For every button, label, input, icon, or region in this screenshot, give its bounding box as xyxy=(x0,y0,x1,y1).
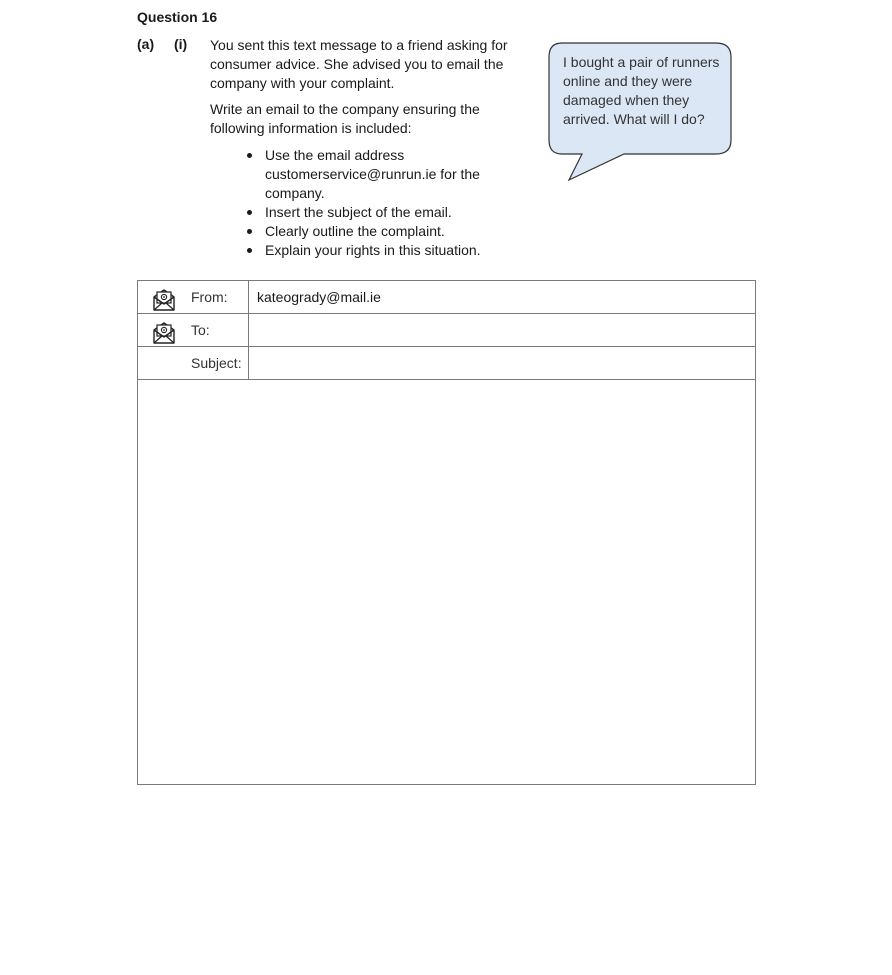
envelope-open-icon xyxy=(152,321,176,345)
to-label: To: xyxy=(191,322,210,338)
speech-bubble-text: I bought a pair of runners online and they were damaged when they arrived. What will I do? xyxy=(563,54,720,127)
from-row xyxy=(138,281,755,314)
subject-label: Subject: xyxy=(191,355,242,371)
email-form xyxy=(137,280,756,785)
list-item xyxy=(246,241,516,260)
to-field[interactable] xyxy=(249,314,755,346)
to-row xyxy=(138,314,755,347)
bullet-icon xyxy=(247,210,252,215)
list-item-text: Explain your rights in this situation. xyxy=(265,242,481,258)
envelope-open-icon xyxy=(152,288,176,312)
bullet-icon xyxy=(247,153,252,158)
from-field[interactable]: kateogrady@mail.ie xyxy=(257,289,381,305)
requirements-list xyxy=(246,146,516,260)
from-label: From: xyxy=(191,289,228,305)
part-label: (a) xyxy=(137,36,155,52)
bullet-icon xyxy=(247,229,252,234)
list-item-text: Clearly outline the complaint. xyxy=(265,223,445,239)
question-instruction: Write an email to the company ensuring the following information is included: xyxy=(210,101,480,136)
email-body-field[interactable] xyxy=(138,381,755,784)
question-intro: You sent this text message to a friend asking for consumer advice. She advised you to email the company with your complaint. xyxy=(210,37,508,91)
subject-field[interactable] xyxy=(249,347,755,379)
bullet-icon xyxy=(247,248,252,253)
subpart-label: (i) xyxy=(174,36,188,52)
list-item-text: Insert the subject of the email. xyxy=(265,204,452,220)
list-item-text: Use the email address customerservice@runrun.ie for the company. xyxy=(265,147,480,201)
list-item xyxy=(246,203,516,222)
list-item xyxy=(246,146,516,203)
speech-bubble xyxy=(548,42,731,182)
question-title: Question 16 xyxy=(137,9,218,25)
subject-row xyxy=(138,347,755,380)
list-item xyxy=(246,222,516,241)
